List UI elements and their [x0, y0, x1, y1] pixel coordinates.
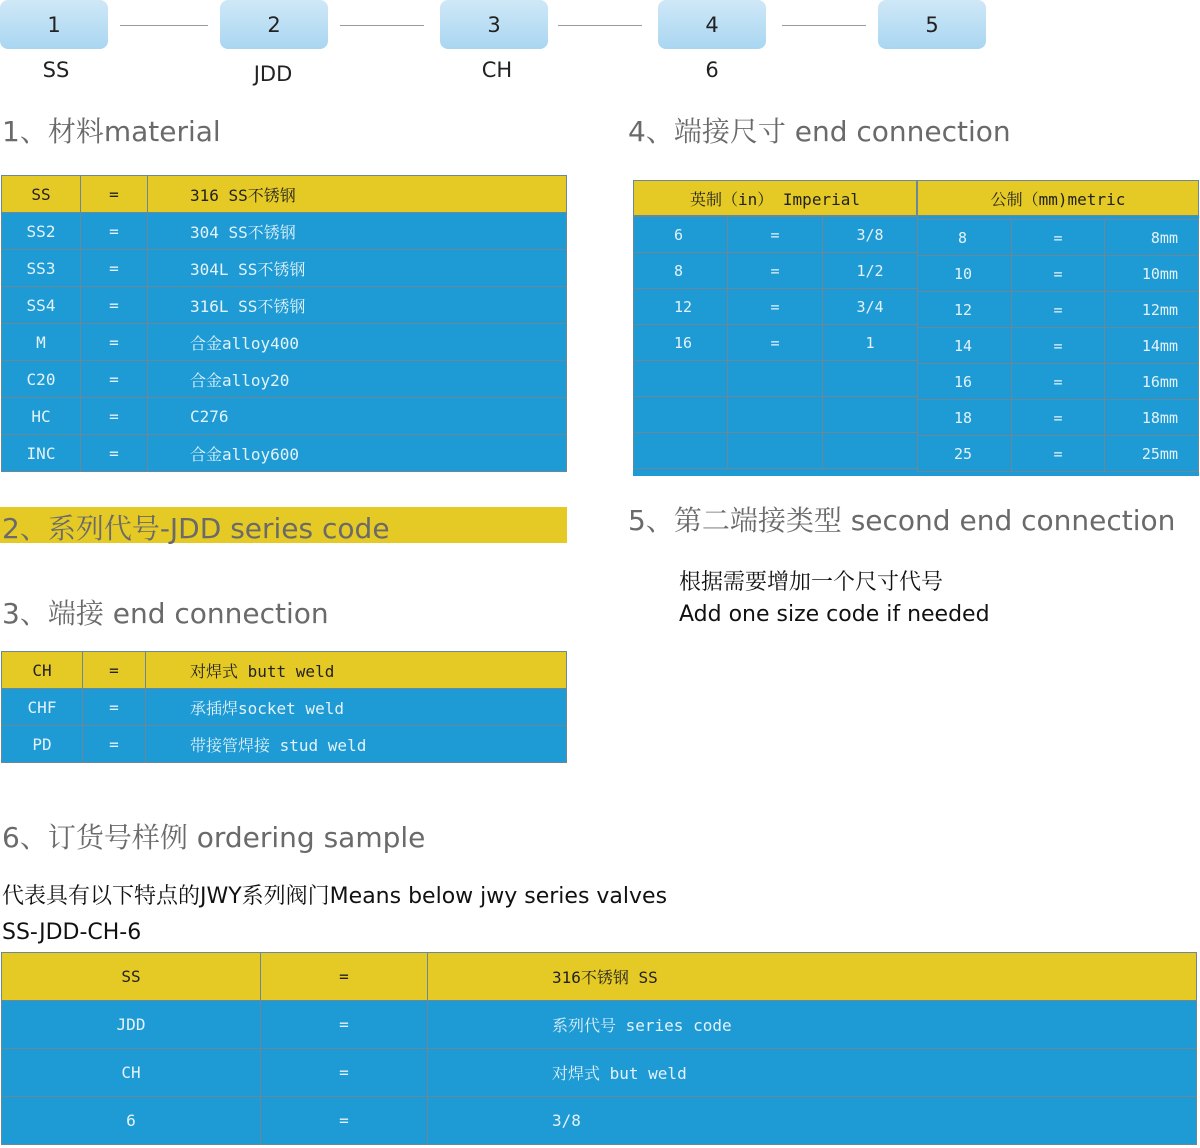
equals-cell: =	[261, 1001, 428, 1049]
description-cell: 3/8	[428, 1097, 1197, 1145]
equals-cell: =	[1011, 292, 1105, 328]
step-number: 2	[267, 12, 281, 37]
value-cell: 18mm	[1105, 400, 1199, 436]
step-code-4: 6	[705, 58, 719, 82]
ordering-example-code: SS-JDD-CH-6	[2, 920, 142, 945]
description-cell: 合金alloy600	[148, 435, 567, 472]
value-cell: 12mm	[1105, 292, 1199, 328]
value-cell: 3/4	[823, 289, 918, 325]
equals-cell: =	[81, 213, 148, 250]
equals-cell: =	[83, 689, 146, 726]
description-cell: 304 SS不锈钢	[148, 213, 567, 250]
table-row	[2, 689, 567, 726]
table-row	[2, 287, 567, 324]
equals-cell: =	[81, 324, 148, 361]
material-heading: 1、材料material	[2, 115, 221, 148]
step-code-1: SS	[42, 58, 70, 82]
code-cell: 12	[918, 292, 1012, 328]
table-row	[918, 364, 1199, 400]
code-cell: SS3	[2, 250, 81, 287]
code-cell: 8	[634, 253, 728, 289]
value-cell: 3/8	[823, 217, 918, 253]
equals-cell: =	[81, 398, 148, 435]
equals-cell: =	[81, 435, 148, 472]
equals-cell: =	[728, 253, 823, 289]
equals-cell: =	[728, 217, 823, 253]
ordering-heading: 6、订货号样例 ordering sample	[2, 821, 426, 854]
code-cell: 18	[918, 400, 1012, 436]
code-cell: SS2	[2, 213, 81, 250]
description-cell: 316L SS不锈钢	[148, 287, 567, 324]
value-cell	[823, 397, 918, 433]
code-cell: 16	[918, 364, 1012, 400]
equals-cell: =	[728, 325, 823, 361]
description-cell: 承插焊socket weld	[146, 689, 567, 726]
description-cell: 316不锈钢 SS	[428, 953, 1197, 1001]
table-row	[2, 398, 567, 435]
end-connection-table	[1, 651, 567, 763]
value-cell: 8mm	[1105, 220, 1199, 256]
step-number: 4	[705, 12, 719, 37]
table-row	[2, 652, 567, 689]
second-end-heading: 5、第二端接类型 second end connection	[628, 504, 1176, 537]
value-cell	[823, 361, 918, 397]
table-row	[2, 176, 567, 213]
description-cell: C276	[148, 398, 567, 435]
step-box-1	[0, 0, 108, 49]
equals-cell: =	[1011, 364, 1105, 400]
description-cell: 316 SS不锈钢	[148, 176, 567, 213]
step-number: 5	[925, 12, 939, 37]
code-cell: 16	[634, 325, 728, 361]
second-end-note-cn: 根据需要增加一个尺寸代号	[679, 570, 944, 595]
description-cell: 合金alloy20	[148, 361, 567, 398]
metric-column	[917, 219, 1199, 472]
table-row	[2, 324, 567, 361]
code-cell: CHF	[2, 689, 83, 726]
material-table	[1, 175, 567, 472]
code-cell: INC	[2, 435, 81, 472]
equals-cell	[728, 397, 823, 433]
end-size-heading: 4、端接尺寸 end connection	[628, 115, 1011, 148]
step-code-3: CH	[481, 58, 513, 82]
step-connector	[782, 25, 866, 26]
table-row	[634, 253, 918, 289]
equals-cell: =	[81, 176, 148, 213]
table-row	[2, 953, 1197, 1001]
step-number: 3	[487, 12, 501, 37]
table-row	[2, 361, 567, 398]
table-row	[2, 213, 567, 250]
table-row	[2, 726, 567, 763]
equals-cell: =	[81, 361, 148, 398]
description-cell: 对焊式 butt weld	[146, 652, 567, 689]
table-row	[918, 256, 1199, 292]
code-cell: 6	[2, 1097, 261, 1145]
value-cell: 1	[823, 325, 918, 361]
step-connector	[120, 25, 208, 26]
table-row	[2, 250, 567, 287]
table-row	[918, 220, 1199, 256]
table-row	[634, 217, 918, 253]
code-cell: JDD	[2, 1001, 261, 1049]
step-box-5	[878, 0, 986, 49]
value-cell: 16mm	[1105, 364, 1199, 400]
equals-cell: =	[261, 953, 428, 1001]
step-code-2: JDD	[253, 62, 293, 86]
code-cell: SS4	[2, 287, 81, 324]
code-cell	[634, 397, 728, 433]
table-row	[634, 433, 918, 469]
equals-cell: =	[1011, 328, 1105, 364]
imperial-column	[633, 216, 918, 469]
end-size-table	[633, 180, 1199, 476]
equals-cell: =	[261, 1049, 428, 1097]
step-box-2	[220, 0, 328, 49]
series-heading: 2、系列代号-JDD series code	[2, 512, 390, 545]
code-cell: 25	[918, 436, 1012, 472]
second-end-note-en: Add one size code if needed	[679, 602, 990, 627]
code-cell: 14	[918, 328, 1012, 364]
code-cell: 10	[918, 256, 1012, 292]
imperial-header: 英制（in） Imperial	[633, 180, 917, 216]
code-cell: 8	[918, 220, 1012, 256]
step-box-3	[440, 0, 548, 49]
equals-cell: =	[83, 652, 146, 689]
table-row	[634, 325, 918, 361]
code-cell: PD	[2, 726, 83, 763]
code-cell: M	[2, 324, 81, 361]
equals-cell	[728, 433, 823, 469]
step-box-4	[658, 0, 766, 49]
equals-cell: =	[1011, 436, 1105, 472]
step-connector	[340, 25, 424, 26]
description-cell: 合金alloy400	[148, 324, 567, 361]
table-row	[2, 435, 567, 472]
equals-cell: =	[1011, 256, 1105, 292]
table-row	[634, 361, 918, 397]
table-row	[2, 1097, 1197, 1145]
step-number: 1	[47, 12, 61, 37]
table-row	[918, 292, 1199, 328]
table-row	[2, 1049, 1197, 1097]
table-row	[918, 400, 1199, 436]
ordering-description: 代表具有以下特点的JWY系列阀门Means below jwy series valves	[2, 884, 668, 909]
value-cell: 10mm	[1105, 256, 1199, 292]
value-cell	[823, 433, 918, 469]
step-connector	[558, 25, 642, 26]
description-cell: 对焊式 but weld	[428, 1049, 1197, 1097]
code-cell: C20	[2, 361, 81, 398]
ordering-table	[1, 952, 1197, 1145]
end-connection-heading: 3、端接 end connection	[2, 597, 329, 630]
code-cell: SS	[2, 176, 81, 213]
table-row	[2, 1001, 1197, 1049]
equals-cell: =	[81, 287, 148, 324]
value-cell: 14mm	[1105, 328, 1199, 364]
code-cell: HC	[2, 398, 81, 435]
code-cell: CH	[2, 1049, 261, 1097]
equals-cell: =	[83, 726, 146, 763]
table-row	[918, 436, 1199, 472]
equals-cell	[728, 361, 823, 397]
code-cell: CH	[2, 652, 83, 689]
value-cell: 25mm	[1105, 436, 1199, 472]
code-cell: 6	[634, 217, 728, 253]
metric-header: 公制（mm)metric	[917, 180, 1199, 216]
equals-cell: =	[261, 1097, 428, 1145]
value-cell: 1/2	[823, 253, 918, 289]
equals-cell: =	[1011, 220, 1105, 256]
code-cell: SS	[2, 953, 261, 1001]
table-row	[634, 397, 918, 433]
table-row	[634, 289, 918, 325]
code-cell: 12	[634, 289, 728, 325]
code-cell	[634, 361, 728, 397]
equals-cell: =	[81, 250, 148, 287]
description-cell: 带接管焊接 stud weld	[146, 726, 567, 763]
code-cell	[634, 433, 728, 469]
description-cell: 系列代号 series code	[428, 1001, 1197, 1049]
table-row	[918, 328, 1199, 364]
description-cell: 304L SS不锈钢	[148, 250, 567, 287]
equals-cell: =	[728, 289, 823, 325]
equals-cell: =	[1011, 400, 1105, 436]
